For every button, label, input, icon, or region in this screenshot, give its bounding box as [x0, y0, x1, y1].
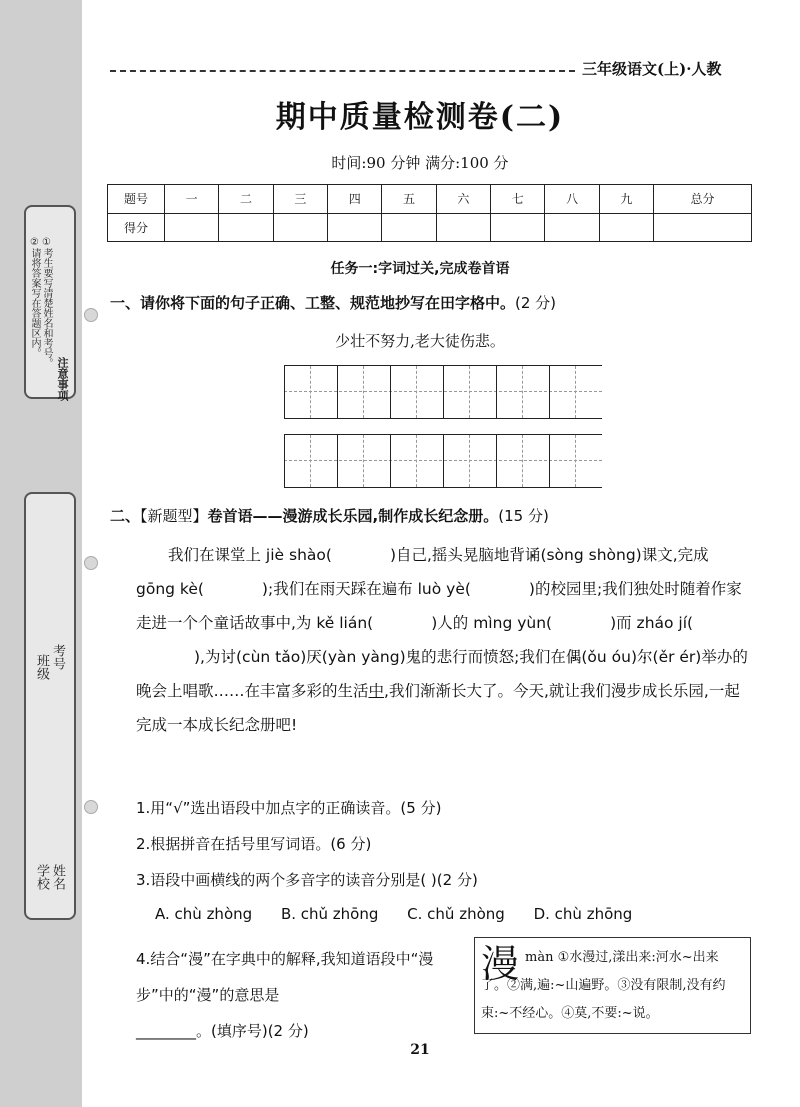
score-input-cell[interactable]	[165, 213, 219, 242]
notice-box	[24, 205, 76, 399]
question-2-number: 二、	[110, 507, 141, 525]
copy-sentence: 少壮不努力,老大徒伤悲。	[335, 332, 505, 350]
school-label: 学校	[34, 864, 49, 890]
score-input-cell[interactable]	[436, 213, 490, 242]
table-cell: 七	[491, 185, 545, 214]
question-1-title	[110, 292, 556, 313]
question-2-points: (15 分)	[498, 507, 549, 525]
table-cell: 一	[165, 185, 219, 214]
score-input-cell[interactable]	[599, 213, 653, 242]
table-cell: 二	[219, 185, 273, 214]
question-2-title	[110, 505, 549, 526]
sub-question-2: 2.根据拼音在括号里写词语。(6 分)	[136, 835, 372, 853]
score-table	[107, 184, 752, 242]
table-cell: 四	[328, 185, 382, 214]
page-title: 期中质量检测卷(二)	[275, 100, 565, 135]
options-row	[155, 905, 656, 923]
score-input-cell[interactable]	[491, 213, 545, 242]
sub-question-1: 1.用“√”选出语段中加点字的正确读音。(5 分)	[136, 799, 442, 817]
exam-number-label: 考号	[50, 644, 65, 670]
sub-question-3: 3.语段中画横线的两个多音字的读音分别是( )(2 分)	[136, 871, 478, 889]
score-table-row	[108, 185, 752, 214]
sub-question-4-answer[interactable]: ________。(填序号)(2 分)	[136, 1022, 309, 1040]
binding-hole	[84, 800, 98, 814]
score-input-cell[interactable]	[545, 213, 599, 242]
option-b[interactable]: B. chǔ zhōng	[280, 905, 379, 923]
question-2-text: 卷首语——漫游成长乐园,制作成长纪念册。	[207, 507, 499, 525]
table-cell: 题号	[108, 185, 165, 214]
score-input-cell[interactable]	[382, 213, 436, 242]
score-input-cell[interactable]	[219, 213, 273, 242]
table-cell: 三	[273, 185, 327, 214]
table-cell: 六	[436, 185, 490, 214]
notice-line-1: ①考生要写清楚姓名和考号。	[41, 237, 52, 368]
task-1-heading: 任务一:字词过关,完成卷首语	[330, 261, 510, 277]
time-info: 时间:90 分钟 满分:100 分	[331, 154, 509, 172]
question-1-points: (2 分)	[515, 294, 557, 312]
score-input-cell[interactable]	[654, 213, 752, 242]
binding-hole	[84, 556, 98, 570]
new-type-tag: 【新题型】	[140, 507, 208, 525]
option-d[interactable]: D. chù zhōng	[533, 905, 633, 923]
series-label: 三年级语文(上)·人教	[582, 60, 722, 78]
table-cell: 八	[545, 185, 599, 214]
score-input-cell[interactable]	[273, 213, 327, 242]
dictionary-character: 漫	[481, 942, 520, 986]
name-label: 姓名	[50, 864, 65, 890]
notice-title: 注意事项	[56, 357, 69, 401]
header-dashed-line	[110, 70, 575, 72]
option-a[interactable]: A. chù zhòng	[155, 905, 253, 923]
dictionary-box	[474, 937, 751, 1034]
writing-grid[interactable]	[284, 365, 602, 419]
reading-passage: 我们在课堂上 jiè shào( )自己,摇头晃脑地背诵 •(sòng shòng)课文,完成 gōng kè( );我们在雨天踩在遍布 luò yè( )的校园里;我们独处时随着作家走进一个个童话故事中,为 kě lián( )人的 mìng yùn( )而 zháo jí(),为讨 •(cùn tǎo)厌 •(yàn yàng)鬼的悲行而愤怒;我们在偶 •(ǒu óu)尔 •(ěr ér)举办的晚会上唱歌……在丰富多彩的生活中,我们渐渐长大了。今天,就让我们漫步成长乐园,一起完成一本成长纪念册吧!	[136, 538, 750, 742]
score-table-row	[108, 213, 752, 242]
table-cell: 得分	[108, 213, 165, 242]
question-1-text: 一、请你将下面的句子正确、工整、规范地抄写在田字格中。	[110, 294, 516, 312]
table-cell: 总分	[654, 185, 752, 214]
option-c[interactable]: C. chǔ zhòng	[407, 905, 505, 923]
page-number: 21	[410, 1042, 430, 1058]
score-input-cell[interactable]	[328, 213, 382, 242]
notice-line-2: ②请将答案写在答题区内。	[29, 237, 40, 358]
class-label: 班级	[34, 654, 49, 680]
writing-grid[interactable]	[284, 434, 602, 488]
dictionary-definition: màn ①水漫过,漾出来:河水~出来了。②满,遍:~山遍野。③没有限制,没有约束:~不经心。④莫,不要:~说。	[481, 950, 726, 1021]
binding-hole	[84, 308, 98, 322]
table-cell: 九	[599, 185, 653, 214]
table-cell: 五	[382, 185, 436, 214]
student-info-box	[24, 492, 76, 920]
sub-question-4: 4.结合“漫”在字典中的解释,我知道语段中“漫步”中的“漫”的意思是 ________。(填序号)(2 分)	[136, 950, 434, 1040]
